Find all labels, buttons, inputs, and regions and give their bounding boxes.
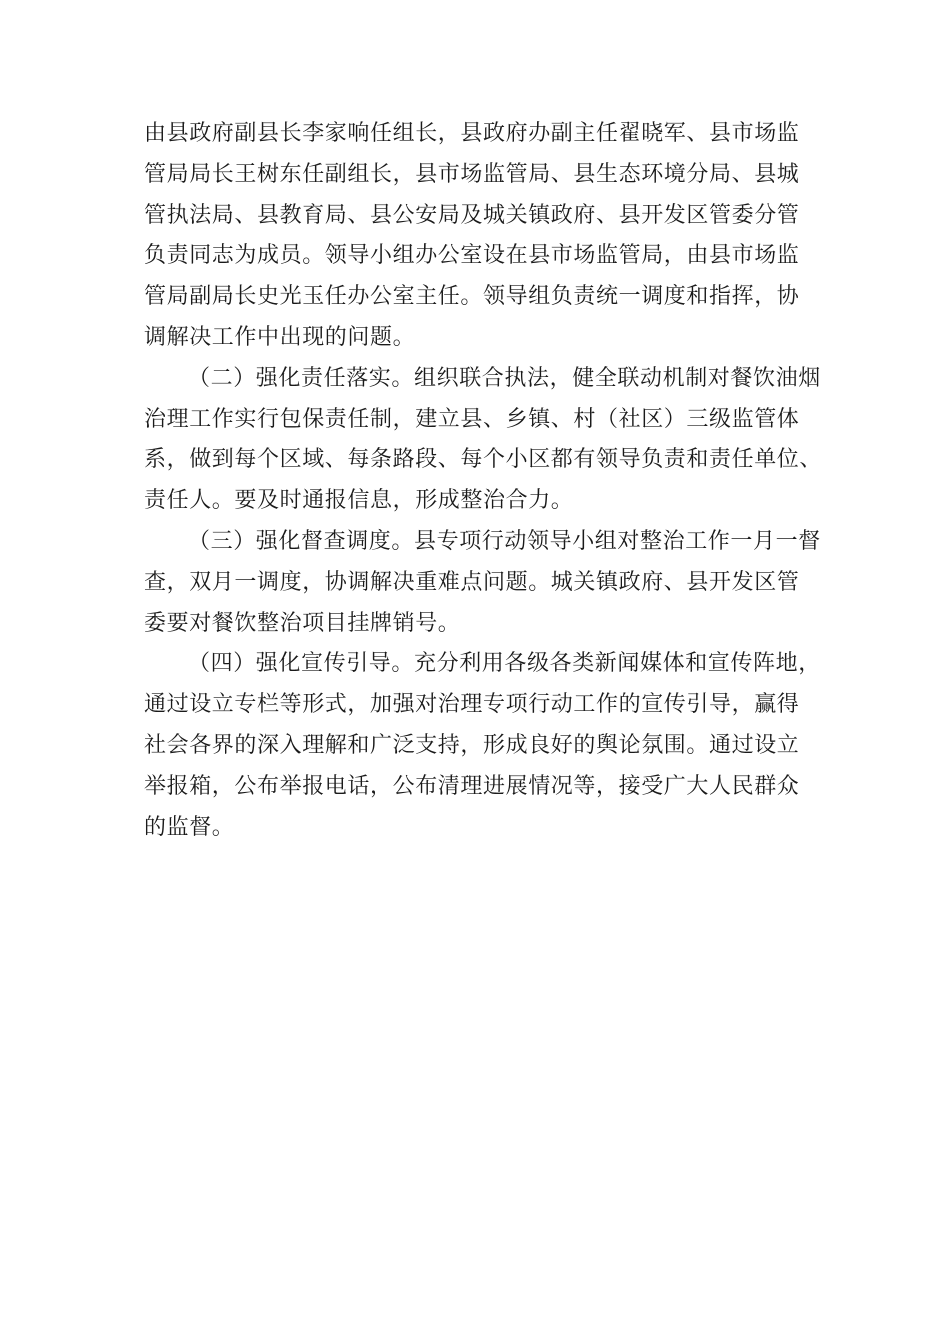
- paragraph-leadership-group: [144, 114, 824, 359]
- paragraph-publicity: [144, 644, 824, 848]
- text-line: 系，做到每个区域、每条路段、每个小区都有领导负责和责任单位、: [144, 447, 823, 473]
- text-line: （二）强化责任落实。组织联合执法，健全联动机制对餐饮油烟: [188, 365, 821, 391]
- text-line: 社会各界的深入理解和广泛支持，形成良好的舆论氛围。通过设立: [144, 732, 800, 758]
- text-line: 通过设立专栏等形式，加强对治理专项行动工作的宣传引导，赢得: [144, 692, 800, 718]
- text-line: 由县政府副县长李家响任组长，县政府办副主任翟晓军、县市场监: [144, 121, 800, 146]
- text-line: 责任人。要及时通报信息，形成整治合力。: [144, 488, 574, 514]
- text-line: 调解决工作中出现的问题。: [144, 324, 416, 350]
- text-line: 的监督。: [144, 814, 235, 840]
- document-body: [144, 114, 824, 848]
- text-line: 查，双月一调度，协调解决重难点问题。城关镇政府、县开发区管: [144, 569, 800, 595]
- text-line: （四）强化宣传引导。充分利用各级各类新闻媒体和宣传阵地，: [188, 651, 821, 677]
- text-line: （三）强化督查调度。县专项行动领导小组对整治工作一月一督: [188, 528, 821, 554]
- text-line: 治理工作实行包保责任制，建立县、乡镇、村（社区）三级监管体: [144, 406, 800, 432]
- text-line: 负责同志为成员。领导小组办公室设在县市场监管局，由县市场监: [144, 243, 800, 269]
- paragraph-supervision: [144, 522, 824, 644]
- text-line: 管局局长王树东任副组长，县市场监管局、县生态环境分局、县城: [144, 161, 800, 187]
- text-line: 管局副局长史光玉任办公室主任。领导组负责统一调度和指挥，协: [144, 284, 800, 310]
- text-line: 委要对餐饮整治项目挂牌销号。: [144, 610, 461, 636]
- paragraph-responsibility: [144, 359, 824, 522]
- text-line: 举报箱，公布举报电话，公布清理进展情况等，接受广大人民群众: [144, 773, 800, 799]
- text-line: 管执法局、县教育局、县公安局及城关镇政府、县开发区管委分管: [144, 202, 800, 228]
